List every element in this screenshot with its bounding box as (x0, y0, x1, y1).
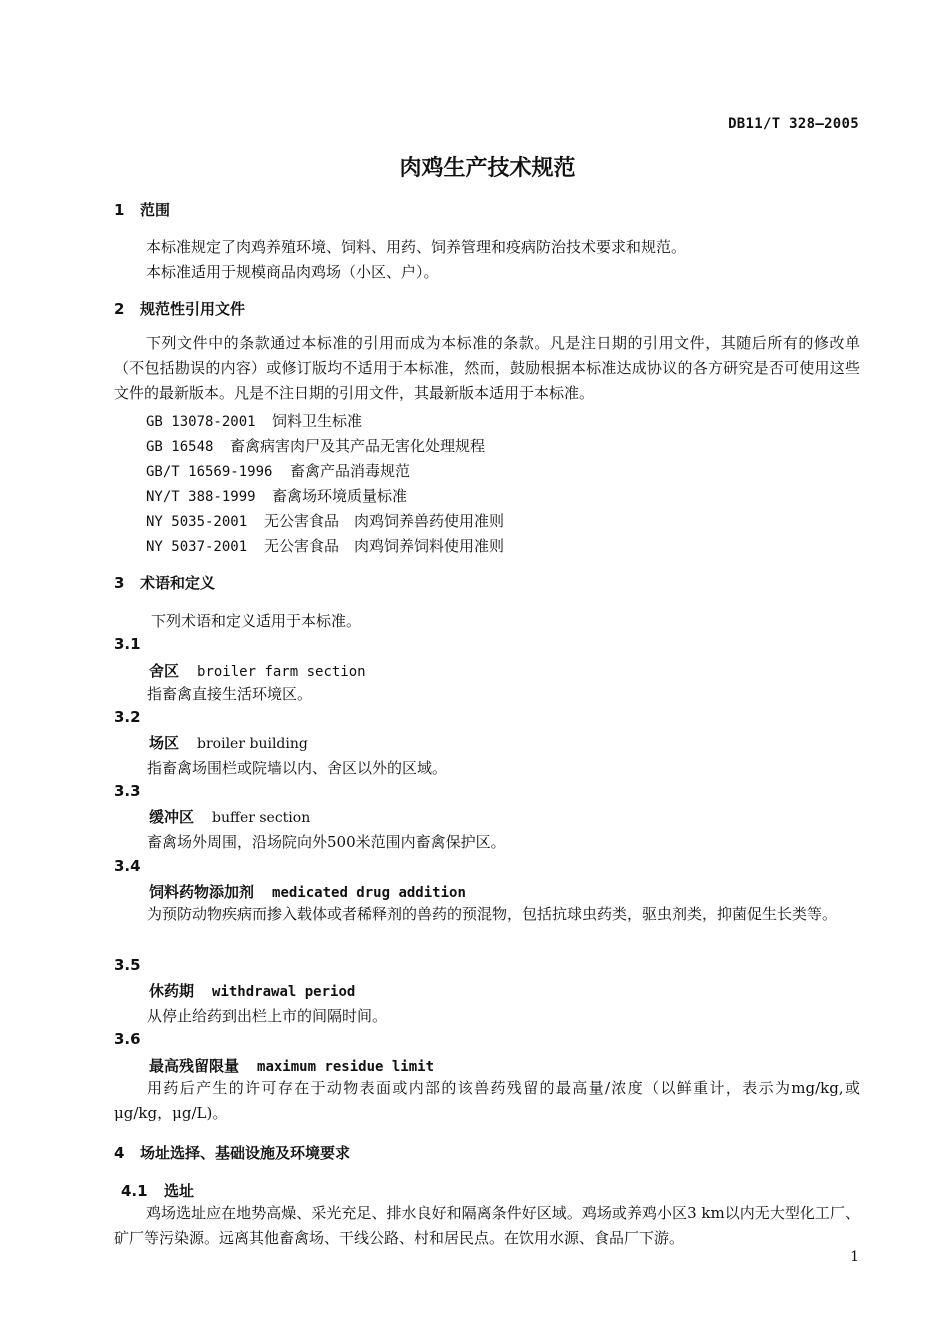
reference-code: NY 5037-2001 (146, 539, 248, 555)
subsection-title: 选址 (164, 1182, 195, 1200)
page-number: 1 (850, 1249, 859, 1265)
term-en: broiler farm section (197, 664, 366, 680)
scope-paragraph-2: 本标准适用于规模商品肉鸡场（小区、户）。 (146, 263, 439, 281)
reference-code: NY 5035-2001 (146, 514, 248, 530)
term-en: buffer section (212, 810, 311, 826)
term-definition: 指畜禽直接生活环境区。 (147, 685, 313, 703)
term-definition: 畜禽场外周围，沿场院向外500米范围内畜禽保护区。 (147, 833, 506, 851)
standard-number: DB11/T 328—2005 (728, 116, 859, 132)
clause-number: 3.1 (114, 635, 141, 653)
term-cn: 缓冲区 (149, 808, 195, 826)
reference-title: 畜禽场环境质量标准 (272, 487, 408, 505)
term-definition: 用药后产生的许可存在于动物表面或内部的该兽药残留的最高量/浓度（以鲜重计，表示为mg/kg,或μg/kg，μg/L)。 (114, 1079, 860, 1122)
term-entry (149, 732, 308, 753)
reference-title: 无公害食品 肉鸡饲养兽药使用准则 (264, 512, 505, 530)
section-1-heading (114, 199, 170, 220)
section-number: 1 (114, 201, 125, 219)
subsection-4-1-heading (121, 1180, 194, 1201)
term-en: withdrawal period (212, 984, 356, 1000)
reference-title: 无公害食品 肉鸡饲养饲料使用准则 (264, 537, 505, 555)
term-definition: 指畜禽场围栏或院墙以内、舍区以外的区域。 (147, 759, 448, 777)
term-definition: 为预防动物疾病而掺入载体或者稀释剂的兽药的预混物，包括抗球虫药类，驱虫剂类，抑菌促生长类等。 (147, 905, 838, 923)
reference-item (146, 510, 504, 531)
section-title: 术语和定义 (140, 574, 216, 592)
section-title: 场址选择、基础设施及环境要求 (140, 1144, 351, 1162)
subsection-number: 4.1 (121, 1182, 148, 1200)
clause-number: 3.2 (114, 708, 141, 726)
section-title: 规范性引用文件 (140, 300, 246, 318)
term-entry (149, 806, 310, 827)
term-cn: 休药期 (149, 982, 195, 1000)
section-2-heading (114, 298, 245, 319)
clause-number: 3.5 (114, 956, 141, 974)
section-number: 3 (114, 574, 125, 592)
clause-number: 3.6 (114, 1030, 141, 1048)
reference-item (146, 410, 362, 431)
section-4-heading (114, 1142, 350, 1163)
term-en: medicated drug addition (272, 885, 466, 901)
term-entry (149, 980, 355, 1001)
clause-number: 3.4 (114, 857, 141, 875)
section-number: 4 (114, 1144, 125, 1162)
reference-code: GB/T 16569-1996 (146, 464, 273, 480)
reference-title: 饲料卫生标准 (272, 412, 363, 430)
terms-intro: 下列术语和定义适用于本标准。 (151, 612, 362, 630)
term-cn: 最高残留限量 (149, 1057, 240, 1075)
section-3-heading (114, 572, 215, 593)
term-definition: 从停止给药到出栏上市的间隔时间。 (147, 1007, 388, 1025)
scope-paragraph-1: 本标准规定了肉鸡养殖环境、饲料、用药、饲养管理和疫病防治技术要求和规范。 (146, 238, 687, 256)
term-cn: 场区 (149, 734, 180, 752)
reference-title: 畜禽产品消毒规范 (290, 462, 411, 480)
section-title: 范围 (140, 201, 171, 219)
clause-number: 3.3 (114, 782, 141, 800)
term-en: broiler building (197, 736, 308, 752)
reference-item (146, 435, 485, 456)
section-number: 2 (114, 300, 125, 318)
reference-item (146, 485, 407, 506)
reference-item (146, 535, 504, 556)
term-entry (149, 881, 466, 902)
term-cn: 饲料药物添加剂 (149, 883, 255, 901)
term-cn: 舍区 (149, 662, 180, 680)
references-intro: 下列文件中的条款通过本标准的引用而成为本标准的条款。凡是注日期的引用文件，其随后所有的修改单（不包括勘误的内容）或修订版均不适用于本标准，然而，鼓励根据本标准达成协议的各方研究是否可使用这些文件的最新版本。凡是不注日期的引用文件，其最新版本适用于本标准。 (114, 334, 860, 402)
document-title: 肉鸡生产技术规范 (399, 156, 576, 181)
term-en: maximum residue limit (257, 1059, 435, 1075)
reference-title: 畜禽病害肉尸及其产品无害化处理规程 (230, 437, 486, 455)
reference-item (146, 460, 410, 481)
reference-code: GB 13078-2001 (146, 414, 256, 430)
reference-code: GB 16548 (146, 439, 214, 455)
reference-code: NY/T 388-1999 (146, 489, 256, 505)
site-selection-paragraph: 鸡场选址应在地势高燥、采光充足、排水良好和隔离条件好区域。鸡场或养鸡小区3 km以内无大型化工厂、矿厂等污染源。远离其他畜禽场、干线公路、村和居民点。在饮用水源、食品厂下游。 (114, 1204, 860, 1247)
term-entry (149, 1055, 434, 1076)
term-entry (149, 660, 366, 681)
